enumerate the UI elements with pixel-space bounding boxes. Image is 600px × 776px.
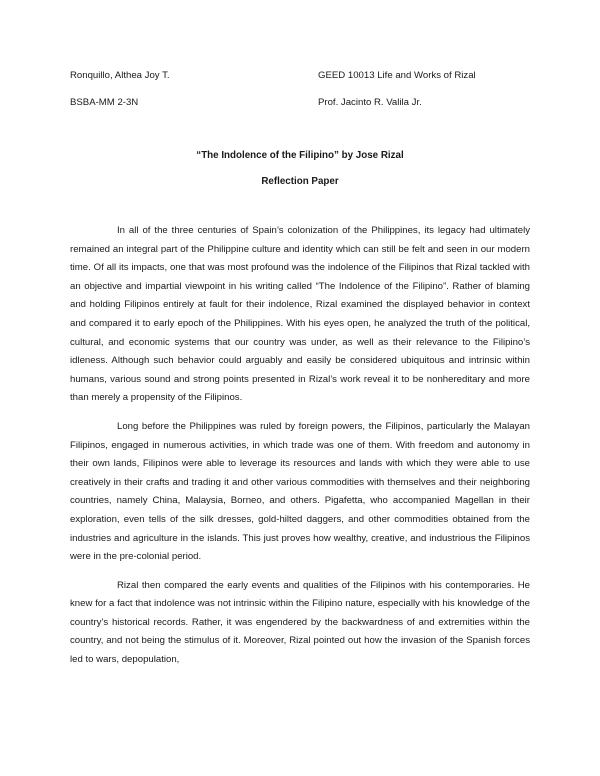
professor-name: Prof. Jacinto R. Valila Jr.	[318, 97, 422, 108]
paragraph-2: Long before the Philippines was ruled by foreign powers, the Filipinos, particularly the Malayan Filipinos, engaged in numerous activities, in which trade was one of them. With freedom and autonomy in their own lands, Filipinos were able to leverage its resources and lands with which they were able to use creatively in their crafts and trading it and other various commodities with themselves and their neighboring countries, namely China, Malaysia, Borneo, and others. Pigafetta, who accompanied Magellan in their exploration, even tells of the silk dresses, gold-hilted daggers, and other commodities obtained from the industries and agriculture in the islands. This just proves how wealthy, creative, and industrious the Filipinos were in the pre-colonial period.	[70, 420, 530, 563]
paper-body	[70, 222, 530, 680]
paragraph-1: In all of the three centuries of Spain’s colonization of the Philippines, its legacy had ultimately remained an integral part of the Philippine culture and identity which can still be felt and seen in our modern time. Of all its impacts, one that was most profound was the indolence of the Filipinos that Rizal tackled with an objective and impartial viewpoint in his writing called “The Indolence of the Filipino”. Rather of blaming and holding Filipinos entirely at fault for their indolence, Rizal examined the displayed behavior in context and compared it to early epoch of the Philippines. With his eyes open, he analyzed the truth of the political, cultural, and economic systems that our country was under, as well as their relevance to the Filipino’s idleness. Although such behavior could arguably and easily be considered ubiquitous and intrinsic within humans, various sound and strong points presented in Rizal’s work reveal it to be nonhereditary and more than merely a propensity of the Filipinos.	[70, 225, 530, 404]
section-code: BSBA-MM 2-3N	[70, 97, 139, 108]
student-name: Ronquillo, Althea Joy T.	[70, 70, 170, 81]
course-title: GEED 10013 Life and Works of Rizal	[318, 70, 476, 81]
paper-subtitle: Reflection Paper	[261, 176, 339, 187]
paragraph-3: Rizal then compared the early events and qualities of the Filipinos with his contemporaries. He knew for a fact that indolence was not intrinsic within the Filipino nature, especially with his knowledge of the country’s historical records. Rather, it was engendered by the backwardness of and extremities within the country, and not being the stimulus of it. Moreover, Rizal pointed out how the invasion of the Spanish forces led to wars, depopulation,	[70, 579, 530, 666]
paper-title: “The Indolence of the Filipino” by Jose Rizal	[196, 150, 404, 161]
